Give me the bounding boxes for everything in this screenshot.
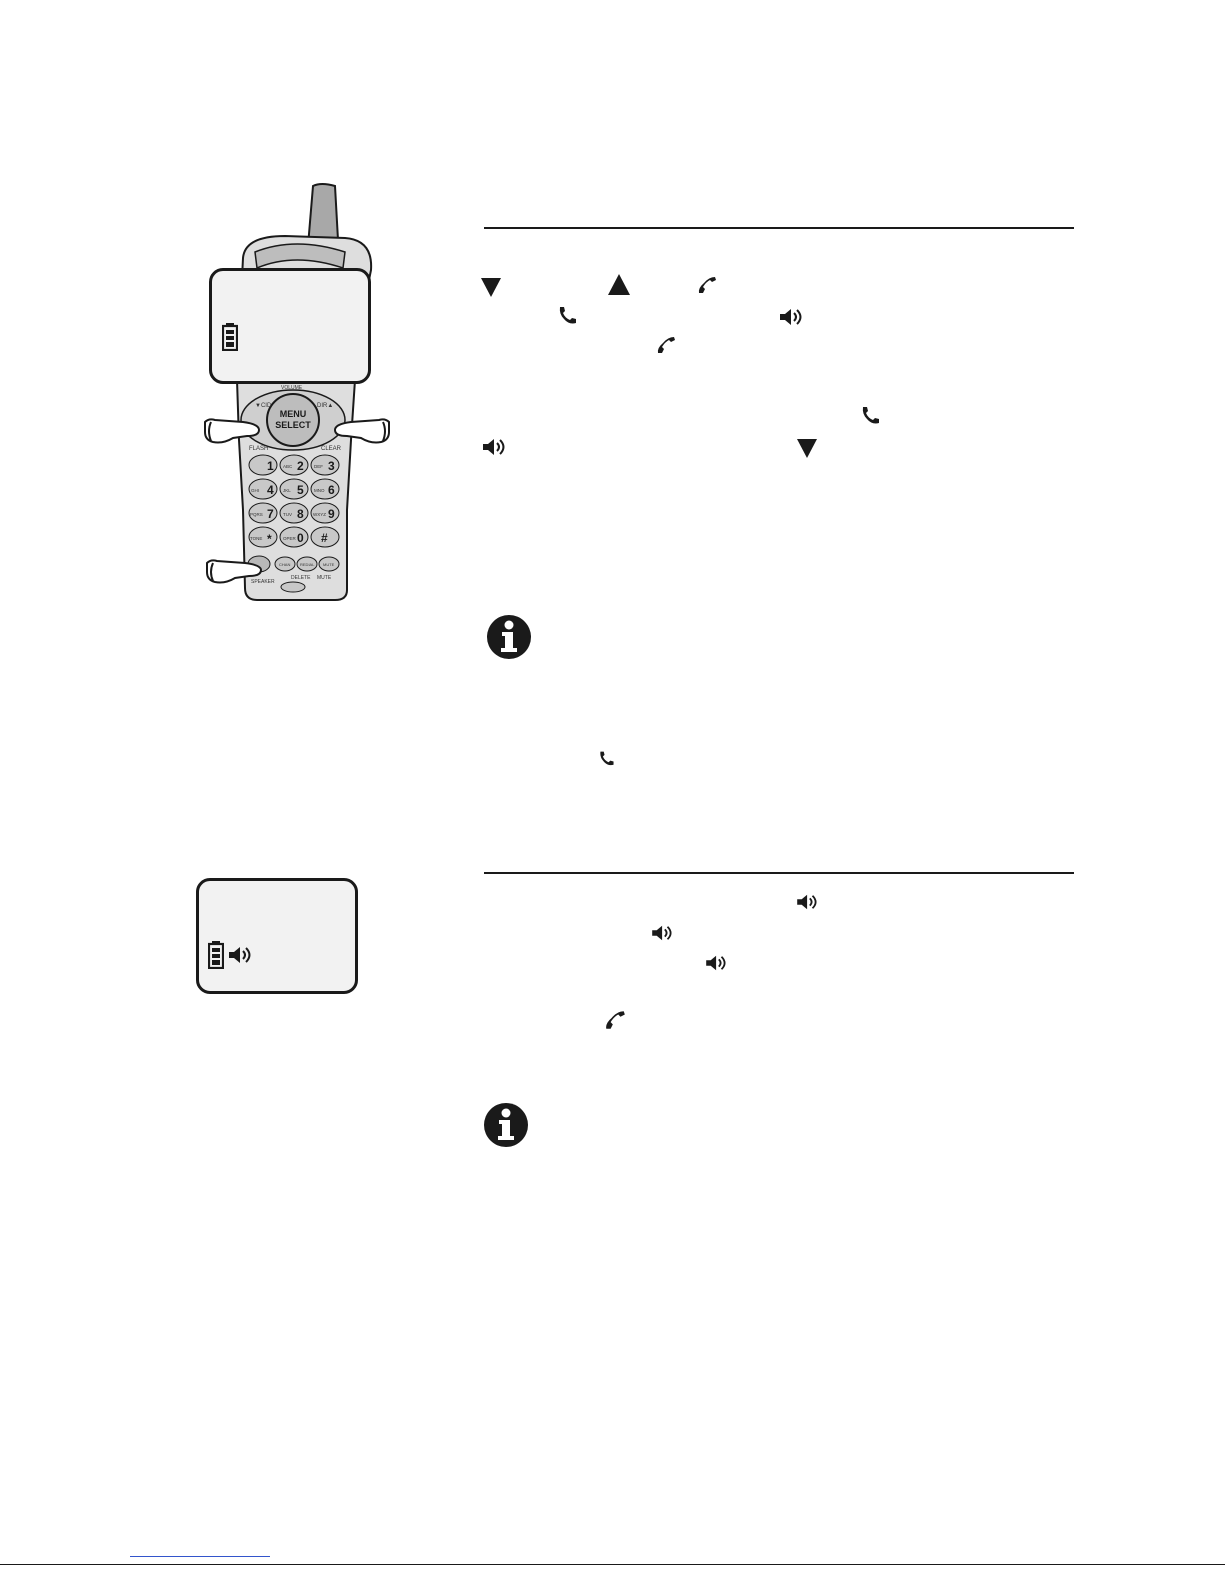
- key-2-label: 2: [297, 459, 304, 473]
- cid-key-label: ▼CID: [255, 403, 272, 409]
- battery-icon: [222, 323, 238, 351]
- key-5-letters: JKL: [283, 488, 291, 493]
- microphone: [281, 582, 305, 592]
- speaker-icon: [228, 945, 254, 965]
- key-0-label: 0: [297, 531, 304, 545]
- key-5-label: 5: [297, 483, 304, 497]
- pointing-hand-left-icon: [203, 416, 261, 446]
- speaker-label: SPEAKER: [251, 579, 275, 585]
- footer-link-underline[interactable]: [130, 1556, 270, 1557]
- pointing-hand-speaker-icon: [205, 557, 263, 585]
- battery-icon: [208, 941, 224, 969]
- key-pound-label: #: [321, 531, 328, 545]
- speaker-icon: [651, 924, 675, 942]
- section-rule-top: [484, 227, 1074, 229]
- talk-icon: [598, 749, 616, 769]
- mute-key-label: MUTE: [323, 562, 335, 567]
- menu-key-label: MENU: [279, 409, 307, 419]
- speaker-icon: [779, 307, 805, 327]
- key-2-letters: ABC: [283, 464, 293, 469]
- handset-illustration: [195, 180, 395, 610]
- mute-label: MUTE: [317, 575, 332, 581]
- flash-label: FLASH: [249, 446, 269, 452]
- key-1-label: 1: [267, 459, 274, 473]
- key-0-letters: OPER: [283, 536, 296, 541]
- info-icon: [486, 614, 532, 660]
- handset-lcd-screen: [209, 268, 371, 384]
- key-4-letters: GHI: [251, 488, 260, 493]
- key-6-label: 6: [328, 483, 335, 497]
- chan-key-label: CHAN: [279, 562, 291, 567]
- key-8-letters: TUV: [283, 512, 292, 517]
- key-9-letters: WXYZ: [313, 512, 326, 517]
- section-rule-bottom: [484, 872, 1074, 874]
- down-arrow-icon: [480, 276, 502, 298]
- volume-label: VOLUME: [281, 385, 303, 391]
- delete-label: DELETE: [291, 575, 311, 581]
- key-9-label: 9: [328, 507, 335, 521]
- key-star-label: *: [267, 532, 272, 546]
- clear-label: CLEAR: [321, 446, 342, 452]
- key-8-label: 8: [297, 507, 304, 521]
- key-7-letters: PQRS: [250, 512, 263, 517]
- select-key-label: SELECT: [275, 420, 311, 430]
- key-7-label: 7: [267, 507, 274, 521]
- speakerphone-lcd-screen: [196, 878, 358, 994]
- up-arrow-icon: [607, 273, 631, 297]
- talk-icon: [860, 405, 882, 427]
- info-icon: [483, 1102, 529, 1148]
- down-arrow-icon: [796, 437, 818, 459]
- dir-key-label: DIR▲: [317, 403, 334, 409]
- key-star-letters: TONE: [250, 536, 263, 541]
- key-6-letters: MNO: [314, 488, 325, 493]
- footer-rule: [0, 1564, 1225, 1565]
- off-icon: [696, 274, 718, 296]
- pointing-hand-right-icon: [333, 416, 391, 446]
- talk-icon: [557, 305, 579, 327]
- key-3-letters: DEF: [314, 464, 323, 469]
- off-icon: [603, 1008, 627, 1032]
- speaker-icon: [482, 437, 508, 457]
- key-3-label: 3: [328, 459, 335, 473]
- off-icon: [655, 334, 677, 356]
- speaker-icon: [796, 893, 820, 911]
- redial-key-label: REDIAL: [300, 562, 315, 567]
- speaker-icon: [705, 954, 729, 972]
- key-4-label: 4: [267, 483, 274, 497]
